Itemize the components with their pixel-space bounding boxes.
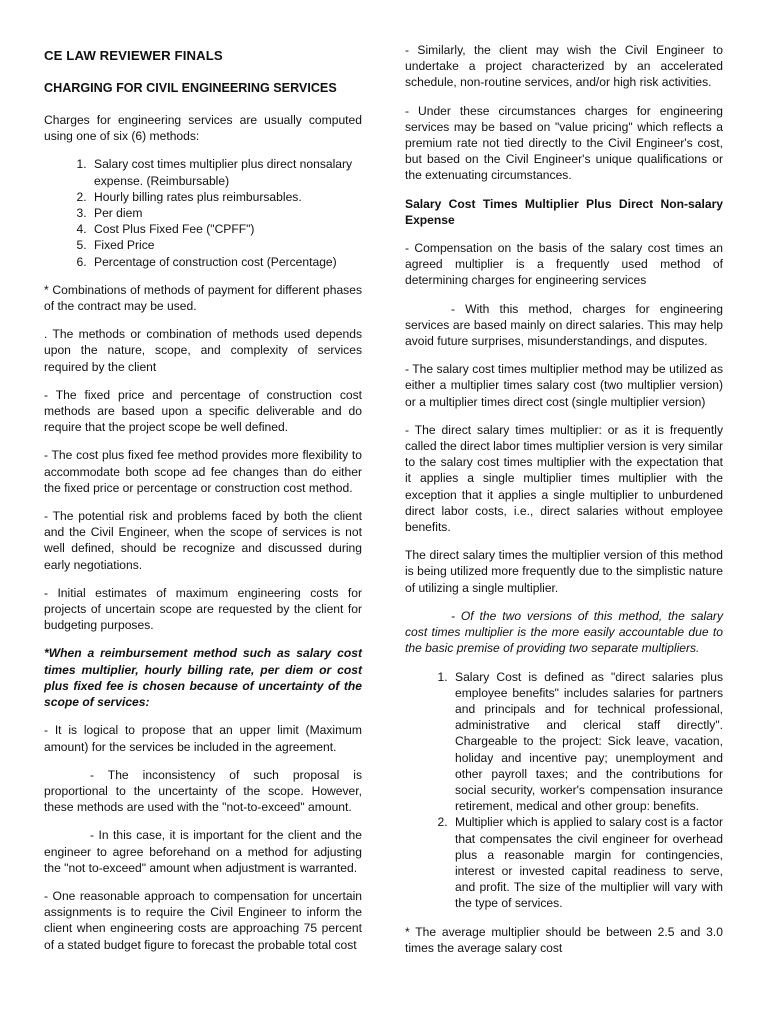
document-title: CE LAW REVIEWER FINALS (44, 48, 223, 63)
method-item: 6. Percentage of construction cost (Percentage) (90, 254, 362, 270)
paragraph: - It is logical to propose that an upper limit (Maximum amount) for the services be included in the agreement. (44, 723, 362, 754)
paragraph: - The direct salary times multiplier: or as it is frequently called the direct labor times multiplier version is very similar to the salary cost times multiplier with the expectation that it applies a single multiplier times multiplier with the exception that it applies a single multiplier to unburdened direct labor costs, i.e., direct salaries without employee benefits. (405, 422, 723, 535)
right-column (405, 42, 723, 968)
paragraph: - The potential risk and problems faced by both the client and the Civil Engineer, when the scope of services is not well defined, should be recognize and discussed during early negotiations. (44, 509, 362, 572)
paragraph: - The cost plus fixed fee method provides more flexibility to accommodate both scope ad fee changes than do either the fixed price or percentage or construction cost method. (44, 448, 362, 495)
paragraph: - With this method, charges for engineering services are based mainly on direct salaries. This may help avoid future surprises, misunderstandings, and disputes. (405, 301, 723, 349)
paragraph: - Under these circumstances charges for engineering services may be based on "value pricing" which reflects a premium rate not tied directly to the Civil Engineer's cost, but based on the Civil Engineer's unique qualifications or the extenuating circumstances. (405, 103, 723, 183)
paragraph: The direct salary times the multiplier version of this method is being utilized more frequently due to the simplistic nature of utilizing a single multiplier. (405, 548, 723, 595)
section-heading: CHARGING FOR CIVIL ENGINEERING SERVICES (44, 81, 337, 95)
italic-paragraph: - Of the two versions of this method, the salary cost times multiplier is the more easily accountable due to the basic premise of providing two separate multipliers. (405, 608, 723, 656)
method-item: 4. Cost Plus Fixed Fee ("CPFF") (90, 221, 362, 237)
paragraph: . The methods or combination of methods used depends upon the nature, scope, and complexity of services required by the client (44, 327, 362, 374)
emphasis-paragraph: *When a reimbursement method such as salary cost times multiplier, hourly billing rate, per diem or cost plus fixed fee is chosen because of uncertainty of the scope of services: (44, 646, 362, 710)
methods-list (44, 156, 362, 269)
paragraph: - One reasonable approach to compensation for uncertain assignments is to require the Civil Engineer to inform the client when engineering costs are approaching 75 percent of a stated budget figure to forecast the probable total cost (44, 888, 362, 952)
method-item: 5. Fixed Price (90, 237, 362, 253)
paragraph: - The salary cost times multiplier method may be utilized as either a multiplier times salary cost (two multiplier version) or a multiplier times direct cost (single multiplier version) (405, 362, 723, 409)
method-item: 3. Per diem (90, 205, 362, 221)
paragraph: - Similarly, the client may wish the Civil Engineer to undertake a project characterized by an accelerated schedule, non-routine services, and/or high risk activities. (405, 43, 723, 90)
intro-paragraph: Charges for engineering services are usually computed using one of six (6) methods: (44, 113, 362, 144)
definition-item: 2. Multiplier which is applied to salary cost is a factor that compensates the civil engineer for overhead plus a reasonable margin for contingencies, interest or invested capital readiness to serve, and profit. The size of the multiplier will vary with the type of services. (451, 814, 723, 911)
method-item: 1. Salary cost times multiplier plus direct nonsalary expense. (Reimbursable) (90, 156, 362, 188)
paragraph: - The fixed price and percentage of construction cost methods are based upon a specific deliverable and do require that the project scope be well defined. (44, 387, 362, 435)
definition-item: 1. Salary Cost is defined as "direct salaries plus employee benefits" includes salaries for partners and principals and for technical professional, administrative and clerical staff directly". Chargeable to the project: Sick leave, vacation, holiday and incentive pay; unemployment and other payroll taxes; and the contributions for social security, worker's compensation insurance retirement, medical and other group: benefits. (451, 669, 723, 815)
subsection-heading: Salary Cost Times Multiplier Plus Direct Non-salary Expense (405, 196, 723, 227)
paragraph: * The average multiplier should be between 2.5 and 3.0 times the average salary cost (405, 924, 723, 955)
paragraph: - In this case, it is important for the client and the engineer to agree beforehand on a method for adjusting the "not to-exceed" amount when adjustment is warranted. (44, 828, 362, 875)
paragraph: - Initial estimates of maximum engineering costs for projects of uncertain scope are requested by the client for budgeting purposes. (44, 585, 362, 633)
definitions-list (405, 669, 723, 912)
method-item: 2. Hourly billing rates plus reimbursables. (90, 189, 362, 205)
paragraph: * Combinations of methods of payment for different phases of the contract may be used. (44, 282, 362, 314)
paragraph: - Compensation on the basis of the salary cost times an agreed multiplier is a frequently used method of determining charges for engineering services (405, 241, 723, 288)
paragraph: - The inconsistency of such proposal is proportional to the uncertainty of the scope. However, these methods are used with the "not-to-exceed" amount. (44, 767, 362, 815)
left-column (44, 42, 362, 965)
